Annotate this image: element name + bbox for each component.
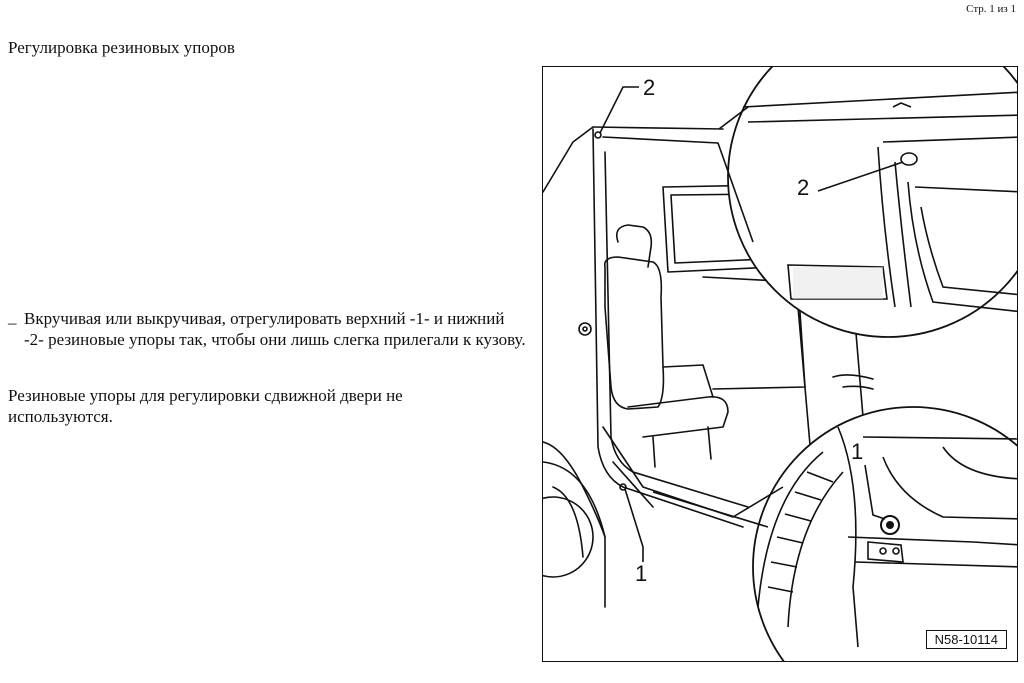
figure-id-label: N58-10114 [926,630,1007,649]
instruction-text: Вкручивая или выкручивая, отрегулировать верхний -1- и нижний -2- резиновые упоры так, чтобы они лишь слегка прилегали к кузову. [24,309,526,349]
callout-upper-main: 2 [643,75,656,100]
note-text: Резиновые упоры для регулировки сдвижной двери не используются. [8,386,403,426]
callout-upper-detail: 2 [797,175,810,200]
van-side-door-drawing [543,67,1018,662]
page-counter: Стр. 1 из 1 [966,3,1016,15]
bullet-dash: – [8,313,17,332]
technical-illustration [542,66,1018,662]
lower-detail-view [753,407,1018,662]
upper-detail-view [728,67,1018,337]
instruction-step [8,308,528,350]
callout-lower-main: 1 [635,561,648,586]
callout-lower-detail: 1 [851,439,864,464]
section-heading: Регулировка резиновых упоров [8,38,235,57]
